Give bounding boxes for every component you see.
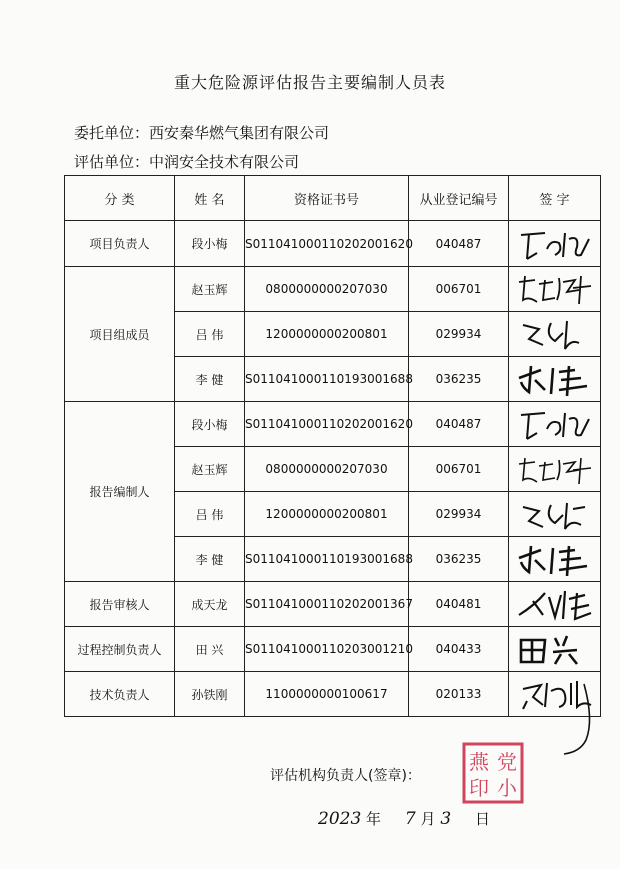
reg-cell: 029934 [409, 492, 509, 537]
reg-cell: 040433 [409, 627, 509, 672]
cert-cell: S011041000110202001620 [245, 402, 409, 447]
category-cell: 报告编制人 [65, 402, 175, 582]
signature-cell [509, 357, 601, 402]
header-name: 姓 名 [175, 176, 245, 221]
signature-duan [515, 225, 595, 263]
cert-cell: 0800000000207030 [245, 267, 409, 312]
date-day-suffix: 日 [474, 810, 490, 828]
signature-lv [515, 315, 595, 353]
signature-li-2 [515, 540, 595, 578]
signature-zhao [515, 270, 595, 308]
signature-duan-2 [515, 405, 595, 443]
date-month: 7 [404, 809, 416, 829]
signature-tail-stroke [560, 680, 600, 760]
signature-zhao-2 [515, 450, 595, 488]
reg-cell: 029934 [409, 312, 509, 357]
signature-cell [509, 447, 601, 492]
name-cell: 段小梅 [175, 402, 245, 447]
signature-cell [509, 221, 601, 267]
cert-cell: S011041000110193001688 [245, 537, 409, 582]
signature-tian [515, 630, 595, 668]
signature-cell [509, 312, 601, 357]
reg-cell: 006701 [409, 447, 509, 492]
signature-cell [509, 267, 601, 312]
signature-cell [509, 627, 601, 672]
personal-seal [462, 742, 524, 804]
table-row [65, 672, 601, 717]
table-row [65, 402, 601, 447]
date-day: 3 [440, 809, 452, 829]
name-cell: 段小梅 [175, 221, 245, 267]
name-cell: 吕 伟 [175, 492, 245, 537]
signature-cell [509, 402, 601, 447]
reg-cell: 036235 [409, 537, 509, 582]
reg-cell: 040487 [409, 221, 509, 267]
table-row [65, 627, 601, 672]
category-cell: 技术负责人 [65, 672, 175, 717]
reg-cell: 036235 [409, 357, 509, 402]
table-row [65, 221, 601, 267]
cert-cell: S011041000110193001688 [245, 357, 409, 402]
name-cell: 成天龙 [175, 582, 245, 627]
cert-cell: 0800000000207030 [245, 447, 409, 492]
category-cell: 过程控制负责人 [65, 627, 175, 672]
name-cell: 田 兴 [175, 627, 245, 672]
assessor-line: 评估单位：中润安全技术有限公司 [74, 153, 300, 171]
responsible-person-label: 评估机构负责人(签章)： [270, 768, 421, 784]
category-cell: 报告审核人 [65, 582, 175, 627]
date-year-suffix: 年 [366, 810, 382, 828]
date-month-suffix: 月 [420, 810, 436, 828]
date-year: 2023 [318, 809, 362, 829]
signature-cell [509, 582, 601, 627]
reg-cell: 020133 [409, 672, 509, 717]
reg-cell: 006701 [409, 267, 509, 312]
cert-cell: 1200000000200801 [245, 492, 409, 537]
category-cell: 项目负责人 [65, 221, 175, 267]
name-cell: 赵玉辉 [175, 447, 245, 492]
seal-char: 小 [497, 776, 517, 800]
name-cell: 李 健 [175, 357, 245, 402]
signing-date [318, 808, 490, 829]
signature-cell [509, 537, 601, 582]
name-cell: 孙铁刚 [175, 672, 245, 717]
signature-li [515, 360, 595, 398]
reg-cell: 040481 [409, 582, 509, 627]
cert-cell: 1100000000100617 [245, 672, 409, 717]
client-line: 委托单位：西安秦华燃气集团有限公司 [74, 124, 330, 142]
name-cell: 李 健 [175, 537, 245, 582]
staff-table [64, 175, 601, 717]
header-cert: 资格证书号 [245, 176, 409, 221]
table-header-row [65, 176, 601, 221]
signature-cell [509, 492, 601, 537]
table-row [65, 267, 601, 312]
cert-cell: S011041000110202001620 [245, 221, 409, 267]
signature-lv-2 [515, 495, 595, 533]
name-cell: 吕 伟 [175, 312, 245, 357]
seal-char: 燕 [469, 750, 489, 774]
signature-cheng [515, 585, 595, 623]
page-title: 重大危险源评估报告主要编制人员表 [173, 73, 446, 92]
category-cell: 项目组成员 [65, 267, 175, 402]
table-row [65, 582, 601, 627]
name-cell: 赵玉辉 [175, 267, 245, 312]
cert-cell: 1200000000200801 [245, 312, 409, 357]
cert-cell: S011041000110203001210 [245, 627, 409, 672]
header-category: 分 类 [65, 176, 175, 221]
seal-char: 党 [497, 750, 517, 774]
reg-cell: 040487 [409, 402, 509, 447]
header-reg: 从业登记编号 [409, 176, 509, 221]
header-signature: 签 字 [509, 176, 601, 221]
cert-cell: S011041000110202001367 [245, 582, 409, 627]
seal-char: 印 [469, 776, 489, 800]
